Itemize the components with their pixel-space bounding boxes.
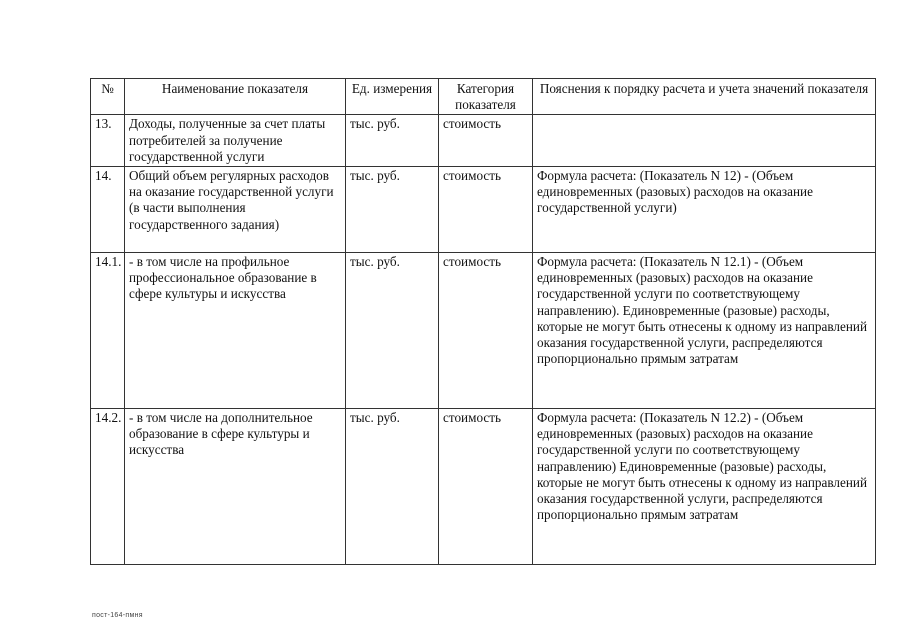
row-14-1-unit: тыс. руб. (346, 253, 439, 409)
table-row (91, 253, 876, 409)
header-name: Наименование показателя (125, 79, 346, 115)
table-header-row (91, 79, 876, 115)
row-13-category: стоимость (439, 115, 533, 167)
row-14-2-unit: тыс. руб. (346, 409, 439, 565)
row-13-num: 13. (91, 115, 125, 167)
row-14-2-num: 14.2. (91, 409, 125, 565)
row-14-1-num: 14.1. (91, 253, 125, 409)
header-category: Категория показателя (439, 79, 533, 115)
header-notes: Пояснения к порядку расчета и учета значений показателя (533, 79, 876, 115)
row-14-1-name: - в том числе на профильное профессиональное образование в сфере культуры и искусства (125, 253, 346, 409)
row-14-2-name: - в том числе на дополнительное образование в сфере культуры и искусства (125, 409, 346, 565)
row-14-notes: Формула расчета: (Показатель N 12) - (Объем единовременных (разовых) расходов на оказание государственной услуги) (533, 167, 876, 253)
row-13-notes (533, 115, 876, 167)
row-14-1-category: стоимость (439, 253, 533, 409)
row-14-2-category: стоимость (439, 409, 533, 565)
row-14-name: Общий объем регулярных расходов на оказание государственной услуги (в части выполнения государственного задания) (125, 167, 346, 253)
row-13-unit: тыс. руб. (346, 115, 439, 167)
header-unit: Ед. измерения (346, 79, 439, 115)
table-row (91, 167, 876, 253)
row-14-category: стоимость (439, 167, 533, 253)
table-row (91, 409, 876, 565)
indicators-table (90, 78, 876, 565)
header-num: № (91, 79, 125, 115)
footer-doc-code: пост-164-пмня (92, 612, 143, 619)
row-14-unit: тыс. руб. (346, 167, 439, 253)
row-13-name: Доходы, полученные за счет платы потребителей за получение государственной услуги (125, 115, 346, 167)
row-14-num: 14. (91, 167, 125, 253)
row-14-1-notes: Формула расчета: (Показатель N 12.1) - (Объем единовременных (разовых) расходов на оказание государственной услуги по соответствующему направлению). Единовременные (разовые) расходы, которые не могут быть отнесены к одному из направлений оказания государственной услуги, распределяются пропорционально прямым затратам (533, 253, 876, 409)
row-14-2-notes: Формула расчета: (Показатель N 12.2) - (Объем единовременных (разовых) расходов на оказание государственной услуги по соответствующему направлению) Единовременные (разовые) расходы, которые не могут быть отнесены к одному из направлений оказания государственной услуги, распределяются пропорционально прямым затратам (533, 409, 876, 565)
table-row (91, 115, 876, 167)
